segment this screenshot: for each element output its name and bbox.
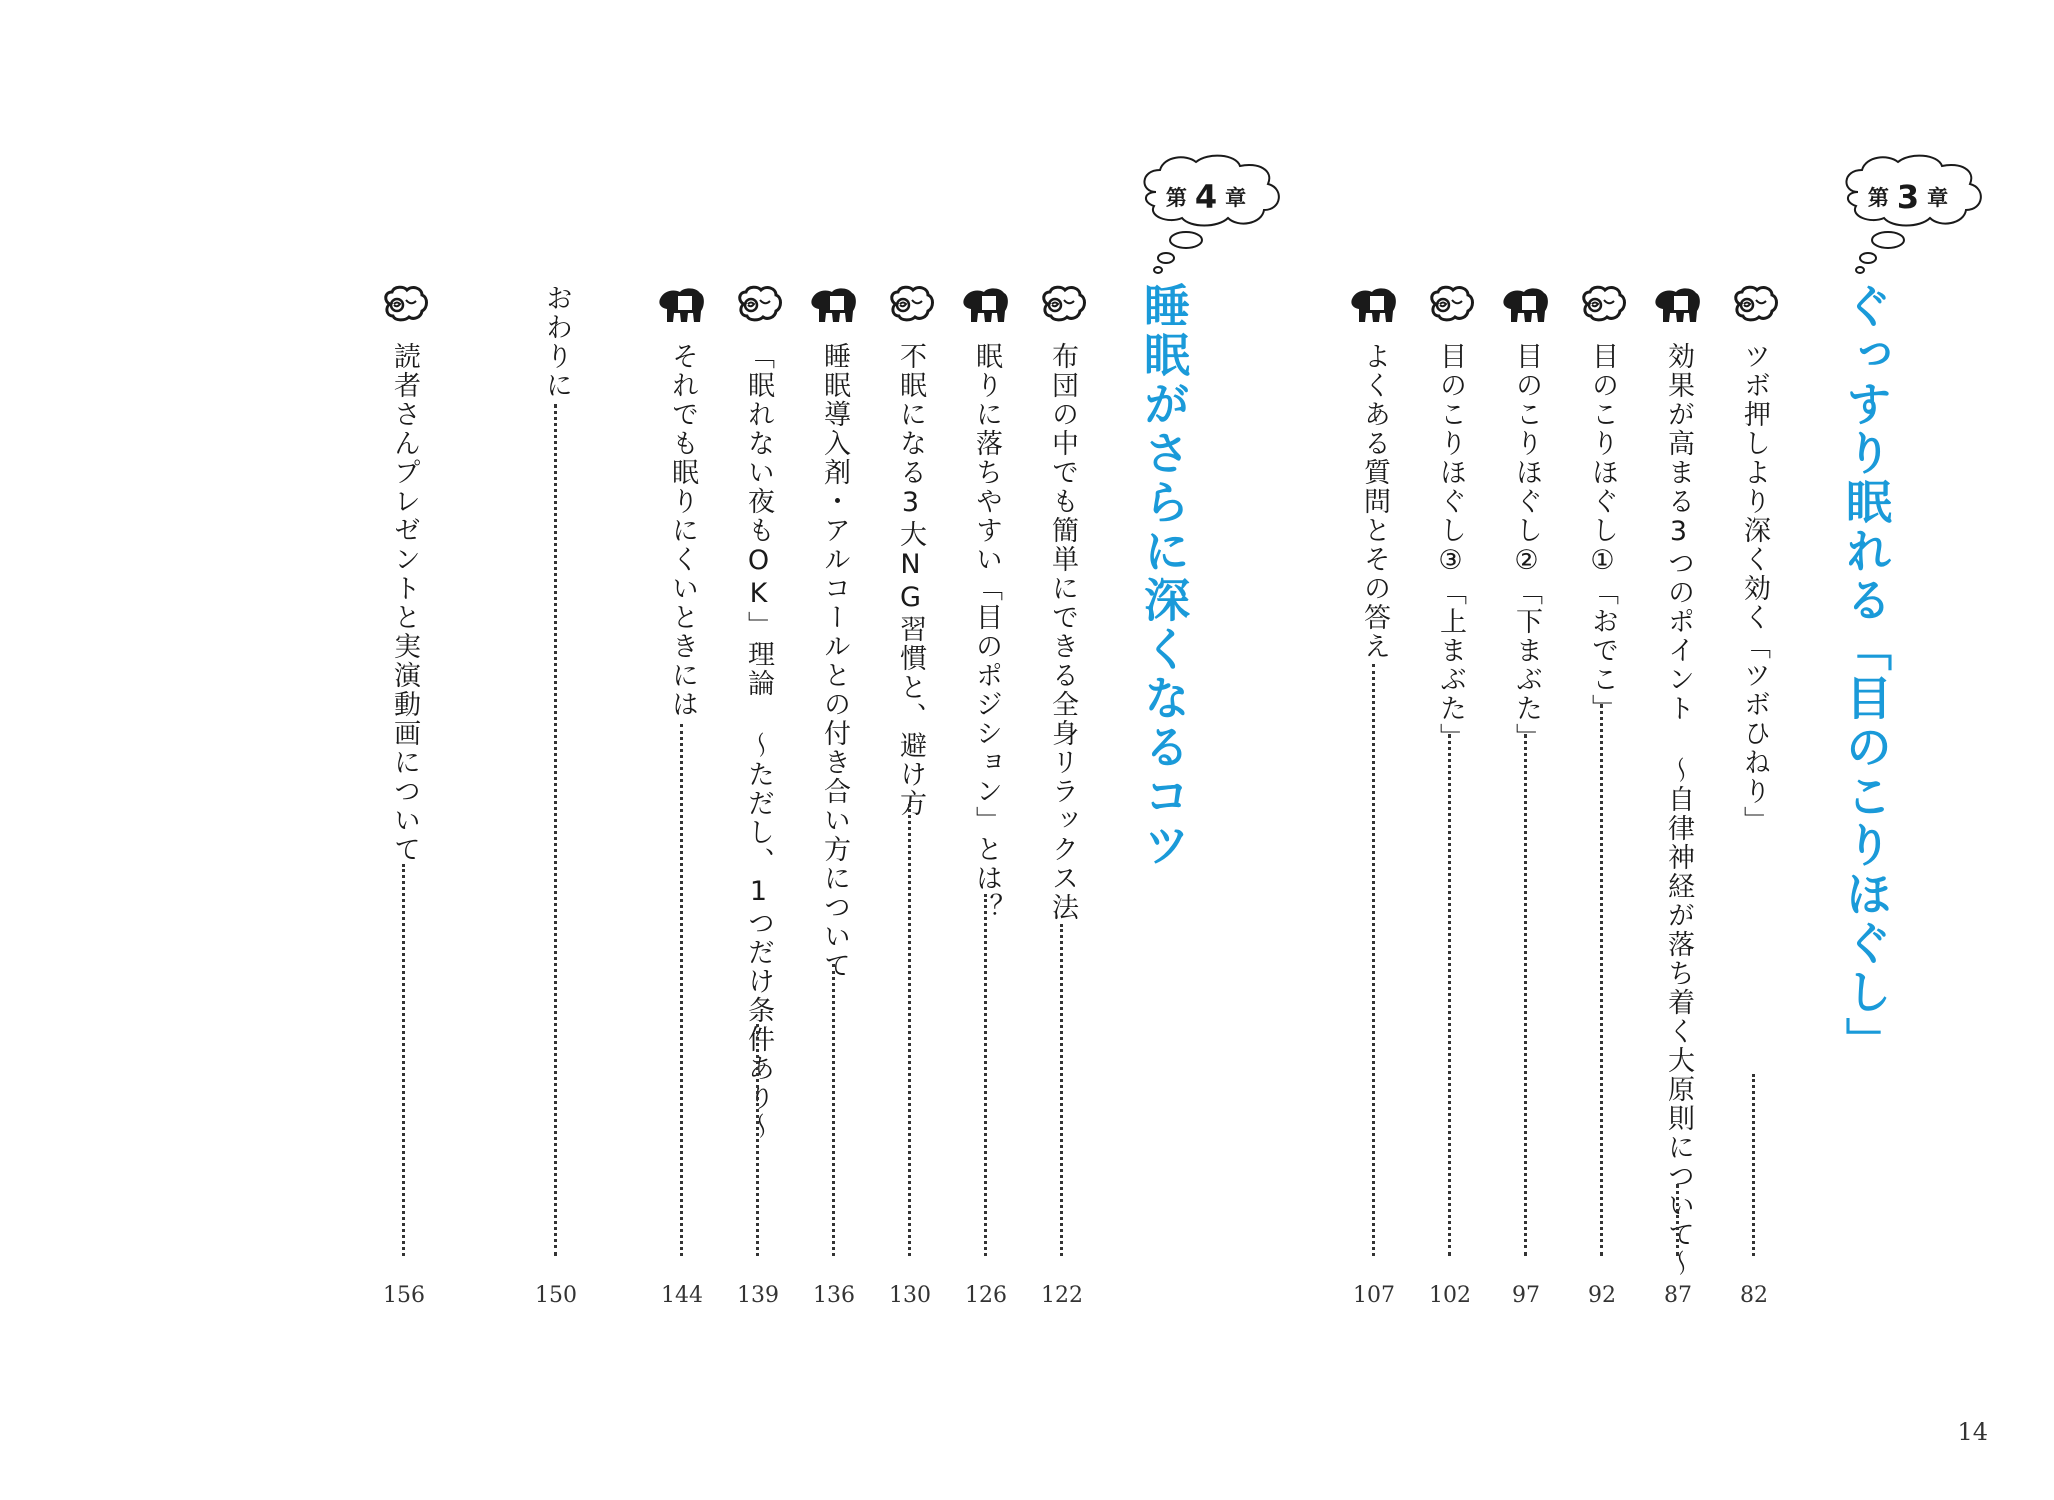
page-number: 14 — [1957, 1418, 1988, 1446]
leader-dots — [1448, 734, 1451, 1256]
toc-page-number: 156 — [383, 1283, 425, 1308]
chapter-4-badge-text: 第 4 章 — [1165, 178, 1249, 216]
toc-entry-ch3-5[interactable] — [1422, 284, 1478, 1320]
white-sheep-icon — [1578, 284, 1626, 326]
chapter-3-badge — [1840, 152, 1990, 272]
black-sheep-icon — [658, 284, 706, 326]
toc-page-number: 102 — [1429, 1283, 1471, 1308]
toc-entry-ch4-6[interactable] — [654, 284, 710, 1320]
toc-entry-label: よくある質問とその答え — [1359, 342, 1390, 661]
toc-entry-label: 読者さんプレゼントと実演動画について — [389, 342, 420, 864]
black-sheep-icon — [1654, 284, 1702, 326]
toc-entry-label: 布団の中でも簡単にできる全身リラックス法 — [1047, 342, 1078, 922]
toc-entry-ch3-6[interactable] — [1346, 284, 1402, 1320]
white-sheep-icon — [886, 284, 934, 326]
leader-dots — [1600, 704, 1603, 1256]
leader-dots — [1372, 664, 1375, 1256]
leader-dots — [1752, 1074, 1755, 1256]
toc-entry-label: ツボ押しより深く効く「ツボひねり」 — [1739, 342, 1770, 835]
toc-page-number: 82 — [1740, 1283, 1768, 1308]
toc-entry-reader-present[interactable] — [376, 284, 432, 1320]
chapter-4-badge — [1138, 152, 1288, 272]
toc-page-number: 130 — [889, 1283, 931, 1308]
white-sheep-icon — [1730, 284, 1778, 326]
toc-page-number: 92 — [1588, 1283, 1616, 1308]
toc-entry-ch3-2[interactable] — [1650, 284, 1706, 1320]
toc-entry-label: おわりに — [541, 284, 572, 400]
white-sheep-icon — [1038, 284, 1086, 326]
white-sheep-icon — [1426, 284, 1474, 326]
white-sheep-icon — [380, 284, 428, 326]
toc-page-number: 144 — [661, 1283, 703, 1308]
toc-page-number: 150 — [535, 1283, 577, 1308]
toc-entry-ch4-1[interactable] — [1034, 284, 1090, 1320]
toc-entry-label: 不眠になる3大NG習慣と、避け方 — [895, 342, 926, 818]
toc-page-number: 126 — [965, 1283, 1007, 1308]
toc-entry-label: 効果が高まる3つのポイント 〜自律神経が落ち着く大原則について〜 — [1663, 342, 1694, 1278]
toc-page-number: 87 — [1664, 1283, 1692, 1308]
toc-entry-label: 眠りに落ちやすい「目のポジション」とは？ — [971, 342, 1002, 922]
toc-entry-ch4-4[interactable] — [806, 284, 862, 1320]
leader-dots — [554, 404, 557, 1256]
toc-entry-ch3-3[interactable] — [1574, 284, 1630, 1320]
white-sheep-icon — [734, 284, 782, 326]
leader-dots — [908, 804, 911, 1256]
toc-entry-ch4-3[interactable] — [882, 284, 938, 1320]
toc-entry-ch3-1[interactable] — [1726, 284, 1782, 1320]
toc-page-number: 107 — [1353, 1283, 1395, 1308]
leader-dots — [1676, 1184, 1679, 1256]
toc-entry-label: 目のこりほぐし①「おでこ」 — [1587, 342, 1618, 723]
toc-entry-ch4-5[interactable] — [730, 284, 786, 1320]
toc-entry-label: 睡眠導入剤・アルコールとの付き合い方について — [819, 342, 850, 980]
chapter-3-title: ぐっすり眠れる「目のこりほぐし」 — [1839, 282, 1893, 1066]
toc-page-number: 122 — [1041, 1283, 1083, 1308]
leader-dots — [832, 964, 835, 1256]
leader-dots — [402, 864, 405, 1256]
leader-dots — [1060, 924, 1063, 1256]
toc-entry-afterword[interactable] — [528, 284, 584, 1320]
black-sheep-icon — [962, 284, 1010, 326]
black-sheep-icon — [810, 284, 858, 326]
leader-dots — [680, 724, 683, 1256]
toc-page-number: 136 — [813, 1283, 855, 1308]
leader-dots — [1524, 734, 1527, 1256]
leader-dots — [984, 894, 987, 1256]
toc-entry-ch4-2[interactable] — [958, 284, 1014, 1320]
chapter-4-title: 睡眠がさらに深くなるコツ — [1137, 282, 1191, 870]
black-sheep-icon — [1350, 284, 1398, 326]
toc-entry-label: それでも眠りにくいときには — [667, 342, 698, 719]
toc-entry-ch3-4[interactable] — [1498, 284, 1554, 1320]
toc-page-number: 97 — [1512, 1283, 1540, 1308]
chapter-3-badge-text: 第 3 章 — [1867, 178, 1951, 216]
leader-dots — [756, 1024, 759, 1256]
toc-page-number: 139 — [737, 1283, 779, 1308]
black-sheep-icon — [1502, 284, 1550, 326]
toc-entry-label: 目のこりほぐし③「上まぶた」 — [1435, 342, 1466, 752]
toc-entry-label: 目のこりほぐし②「下まぶた」 — [1511, 342, 1542, 752]
toc-entry-label: 「眠れない夜もOK」理論 〜ただし、1つだけ条件あり〜 — [743, 342, 774, 1141]
